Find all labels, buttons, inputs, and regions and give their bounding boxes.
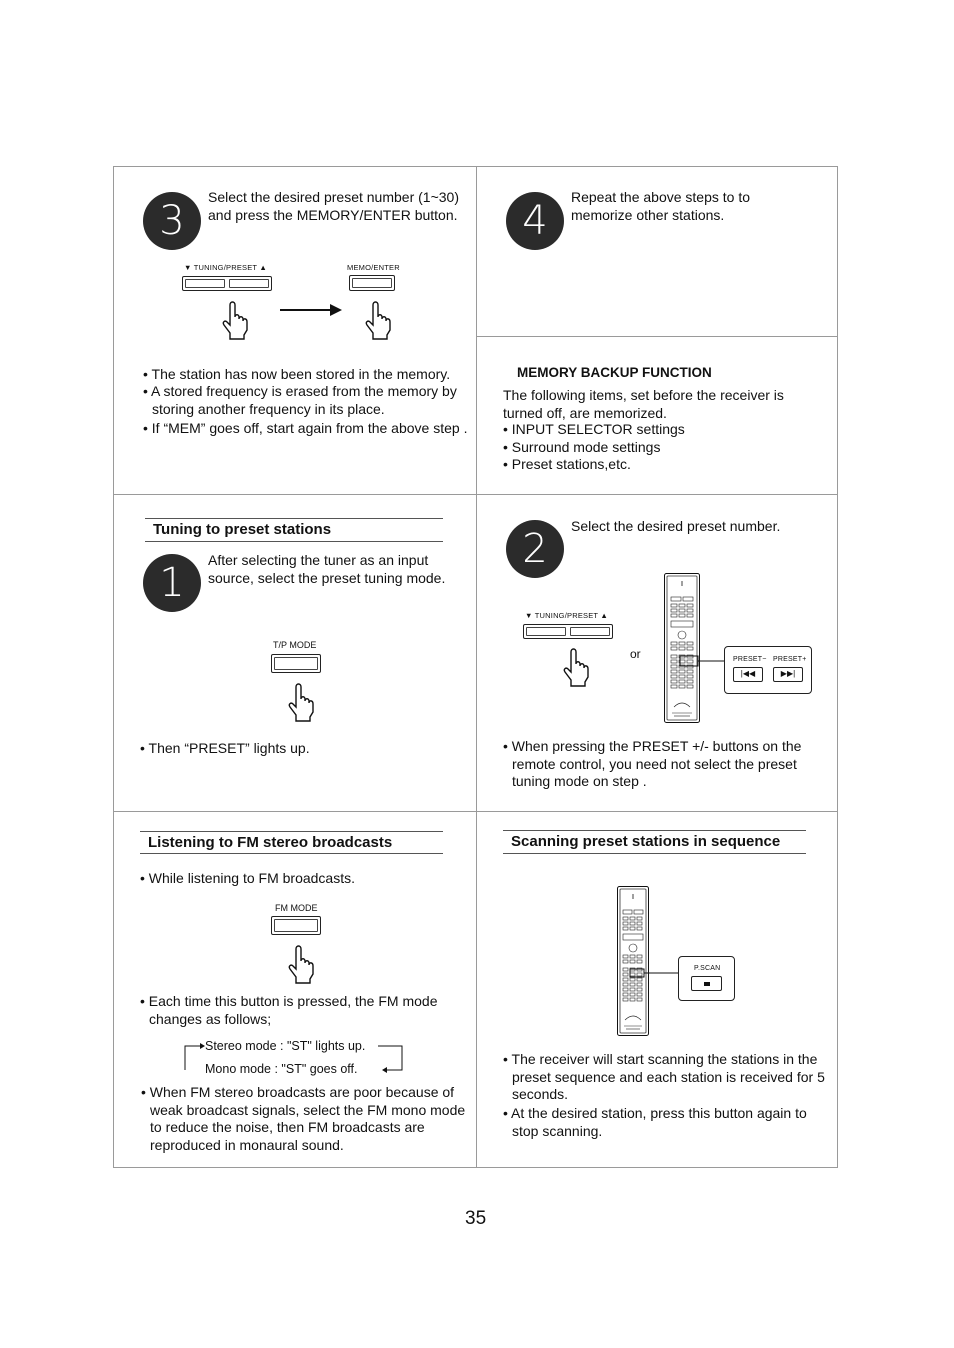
tuning-preset-section-title: Tuning to preset stations [145,518,443,542]
pointing-hand-icon [286,943,314,985]
step-2-note: • When pressing the PRESET +/- buttons on the remote control, you need not select the preset tuning mode on step . [503,738,802,789]
remote-control-icon [617,886,649,1036]
memory-backup-item: • Preset stations,etc. [503,456,631,472]
step-3-badge: 3 [143,192,201,250]
step-3-text: Select the desired preset number (1~30) and press the MEMORY/ENTER button. [208,189,459,223]
preset-plus-button[interactable] [773,667,803,682]
callout-line [680,640,730,680]
tuning-preset-label: ▼ TUNING/PRESET ▲ [525,611,608,620]
memory-backup-item: • INPUT SELECTOR settings [503,421,685,437]
pscan-button[interactable] [691,976,722,991]
callout-line [630,965,680,985]
step-3-note: • If “MEM” goes off, start again from the above step . [143,420,468,436]
fm-mode-button[interactable] [271,916,321,935]
scanning-note: • At the desired station, press this button again to stop scanning. [503,1105,807,1139]
tp-mode-button[interactable] [271,654,321,673]
preset-minus-label: PRESET− [733,656,767,663]
pointing-hand-icon [286,681,314,723]
preset-minus-button[interactable] [733,667,763,682]
column-divider [476,166,477,1168]
stop-square-icon [704,982,710,986]
fm-note: • Each time this button is pressed, the FM mode changes as follows; [140,993,438,1027]
step-2-text: Select the desired preset number. [571,518,781,534]
fm-note: • When FM stereo broadcasts are poor because of weak broadcast signals, select the FM mono mode to reduce the noise, then FM broadcasts are reproduced in monaural sound. [141,1084,466,1153]
scanning-section-title: Scanning preset stations in sequence [503,830,806,854]
fm-mode-label: FM MODE [275,903,318,913]
tp-mode-label: T/P MODE [273,640,317,650]
step-1-note: • Then “PRESET” lights up. [140,740,310,756]
or-label: or [630,647,641,661]
arrow-right-icon [280,303,342,317]
step-1-badge: 1 [143,554,201,612]
scanning-note: • The receiver will start scanning the stations in the preset sequence and each station is received for 5 seconds. [503,1051,825,1102]
tuning-preset-label: ▼ TUNING/PRESET ▲ [184,263,267,272]
tuning-preset-button[interactable] [523,624,613,639]
step-3-note: • A stored frequency is erased from the memory by storing another frequency in its place. [143,383,457,417]
step-4-text: Repeat the above steps to to memorize other stations. [571,189,751,223]
fm-cycle-stereo: Stereo mode : "ST" lights up. [205,1039,366,1053]
step-3-note: • The station has now been stored in the memory. [143,366,451,382]
preset-plus-label: PRESET+ [773,656,807,663]
step-2-badge: 2 [506,520,564,578]
skip-back-icon: |◀◀ [740,669,756,678]
memo-enter-label: MEMO/ENTER [347,263,400,272]
tuning-preset-button[interactable] [182,276,272,291]
pointing-hand-icon [561,646,589,688]
fm-note: • While listening to FM broadcasts. [140,870,355,886]
row-divider-2 [113,494,838,495]
memory-backup-title: MEMORY BACKUP FUNCTION [517,365,712,380]
page-number: 35 [465,1208,487,1229]
memo-enter-button[interactable] [349,275,395,291]
row-divider-3 [113,811,838,812]
fm-stereo-section-title: Listening to FM stereo broadcasts [140,831,443,854]
row-divider-1 [476,336,838,337]
pointing-hand-icon [363,299,391,341]
skip-forward-icon: ▶▶| [780,669,796,678]
pscan-label: P.SCAN [694,965,721,972]
memory-backup-intro: The following items, set before the receiver is turned off, are memorized. [503,387,784,421]
step-1-text: After selecting the tuner as an input source, select the preset tuning mode. [208,552,446,586]
step-4-badge: 4 [506,192,564,250]
fm-cycle-mono: Mono mode : "ST" goes off. [205,1062,358,1076]
pointing-hand-icon [220,299,248,341]
memory-backup-item: • Surround mode settings [503,439,661,455]
